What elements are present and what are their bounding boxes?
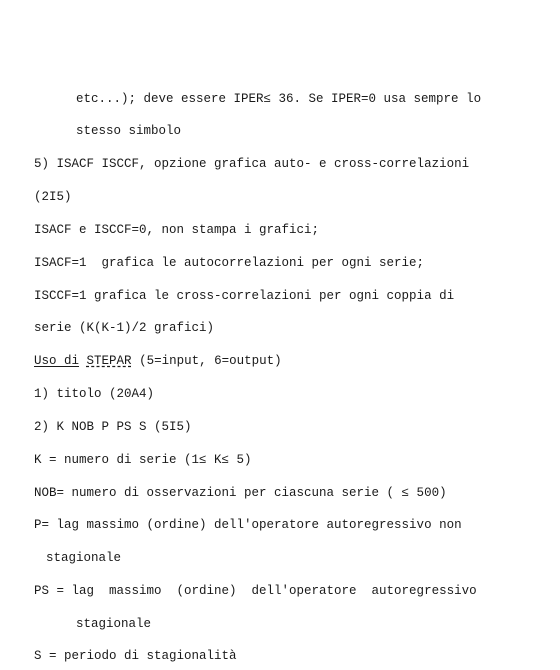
text-line: S = periodo di stagionalità: [34, 649, 237, 663]
text-line: PS = lag massimo (ordine) dell'operatore autoregressivo: [34, 584, 477, 598]
text-line: ISACF e ISCCF=0, non stampa i grafici;: [34, 223, 320, 237]
text-line: stagionale: [76, 617, 152, 631]
text-line: (2I5): [34, 190, 72, 204]
text-line: ISACF=1 grafica le autocorrelazioni per ogni serie;: [34, 256, 425, 270]
text-line: stagionale: [46, 551, 122, 565]
text-line: NOB= numero di osservazioni per ciascuna serie ( ≤ 500): [34, 486, 447, 500]
text-line: K = numero di serie (1≤ K≤ 5): [34, 453, 252, 467]
heading-io: (5=input, 6=output): [139, 354, 282, 368]
list-item-1: 1) titolo (20A4): [34, 387, 155, 401]
list-item-5: 5) ISACF ISCCF, opzione grafica auto- e cross-correlazioni: [34, 157, 470, 171]
list-item-2: 2) K NOB P PS S (5I5): [34, 420, 192, 434]
text-line: etc...); deve essere IPER≤ 36. Se IPER=0 usa sempre lo: [76, 92, 482, 106]
program-name: STEPAR: [86, 354, 132, 368]
heading-prefix: Uso di: [34, 354, 80, 368]
section-heading: [34, 353, 282, 369]
text-line: stesso simbolo: [76, 124, 182, 138]
text-line: P= lag massimo (ordine) dell'operatore autoregressivo non: [34, 518, 462, 532]
text-line: serie (K(K-1)/2 grafici): [34, 321, 215, 335]
text-line: ISCCF=1 grafica le cross-correlazioni per ogni coppia di: [34, 289, 455, 303]
